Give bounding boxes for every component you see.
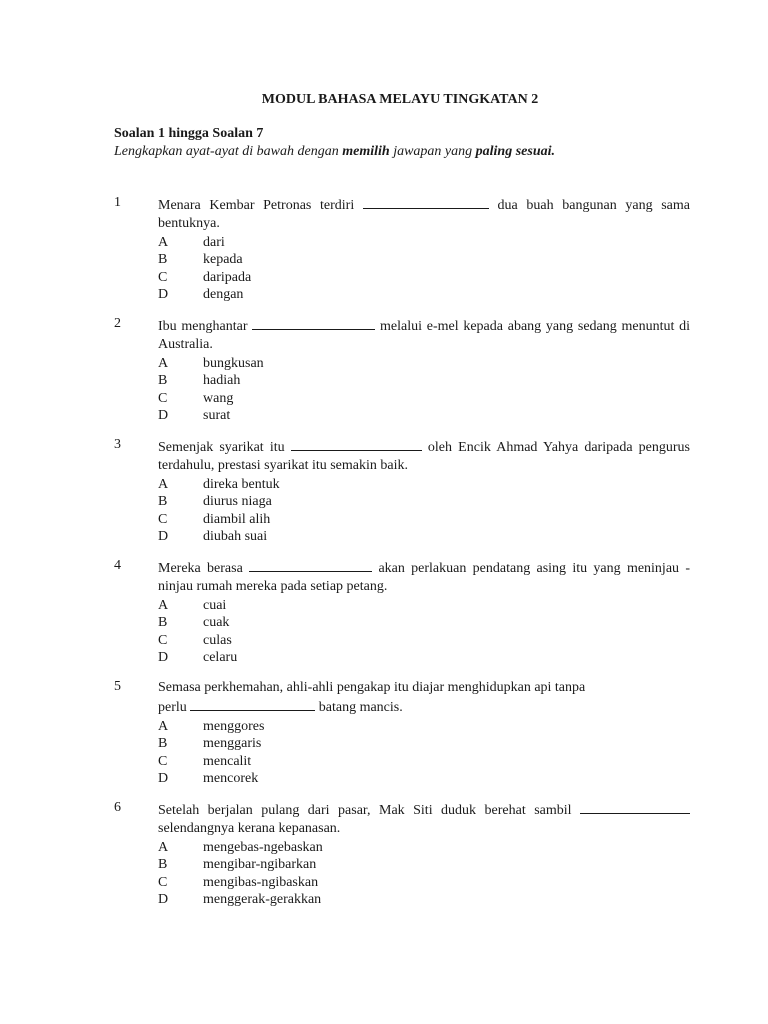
answer-blank <box>190 697 315 711</box>
question-text-after: akan perlakuan pendatang asing itu yang meninjau - ninjau rumah mereka pada setiap petang. <box>158 561 691 594</box>
question-text-after: oleh Encik Ahmad Yahya daripada pengurus terdahulu, prestasi syarikat itu semakin baik. <box>158 440 691 473</box>
option-letter: A <box>158 235 169 250</box>
option-text: diubah suai <box>203 528 268 544</box>
answer-blank <box>252 316 375 330</box>
option-d <box>158 528 690 545</box>
question-5 <box>114 679 690 787</box>
question-6 <box>114 800 690 908</box>
option-text: dari <box>203 235 225 250</box>
option-text: direka bentuk <box>203 477 280 492</box>
option-a <box>158 355 690 372</box>
option-letter: C <box>158 269 168 285</box>
answer-options <box>158 839 690 908</box>
answer-blank <box>363 195 489 209</box>
option-text: celaru <box>203 649 238 665</box>
option-letter: C <box>158 874 168 890</box>
answer-options <box>158 597 690 666</box>
question-text-after: dua buah bangunan yang sama bentuknya. <box>158 198 690 231</box>
option-text: culas <box>203 632 232 648</box>
question-text-after: batang mancis. <box>318 700 403 715</box>
option-letter: D <box>158 528 169 544</box>
question-text-line2 <box>158 697 690 717</box>
option-text: menggores <box>203 719 265 734</box>
option-text: daripada <box>203 269 252 285</box>
option-letter: A <box>158 356 169 371</box>
question-text-before: Semenjak syarikat itu <box>158 440 285 455</box>
option-b <box>158 372 690 389</box>
option-letter: B <box>158 494 168 510</box>
option-text: mencalit <box>203 753 252 769</box>
option-d <box>158 770 690 787</box>
question-text-before: Ibu menghantar <box>158 319 248 334</box>
option-text: wang <box>203 390 234 406</box>
question-3 <box>114 437 690 545</box>
question-number: 5 <box>114 679 121 694</box>
question-text <box>158 558 690 596</box>
option-letter: B <box>158 736 168 752</box>
option-a <box>158 718 690 735</box>
option-text: cuak <box>203 615 230 631</box>
option-letter: A <box>158 477 169 492</box>
option-c <box>158 390 690 407</box>
option-letter: B <box>158 857 168 873</box>
option-c <box>158 874 690 891</box>
option-text: dengan <box>203 286 244 302</box>
answer-blank <box>249 558 372 572</box>
question-text <box>158 679 690 717</box>
option-a <box>158 839 690 856</box>
question-text-after: selendangnya kerana kepanasan. <box>158 821 341 836</box>
question-text-line1: Semasa perkhemahan, ahli-ahli pengakap itu diajar menghidupkan api tanpa <box>158 680 586 695</box>
question-text-before: Mereka berasa <box>158 561 243 576</box>
option-b <box>158 614 690 631</box>
question-number: 6 <box>114 800 121 815</box>
option-letter: C <box>158 753 168 769</box>
question-text <box>158 800 690 838</box>
instruction-part1: Lengkapkan ayat-ayat di bawah dengan <box>114 144 343 159</box>
option-text: bungkusan <box>203 356 264 371</box>
option-letter: D <box>158 770 169 786</box>
option-b <box>158 493 690 510</box>
option-b <box>158 251 690 268</box>
question-number: 4 <box>114 558 121 573</box>
option-text: mencorek <box>203 770 259 786</box>
instruction-bold1: memilih <box>342 144 390 159</box>
option-letter: D <box>158 286 169 302</box>
question-4 <box>114 558 690 666</box>
option-letter: A <box>158 598 169 613</box>
section-heading: Soalan 1 hingga Soalan 7 <box>114 126 264 141</box>
option-letter: B <box>158 373 168 389</box>
option-c <box>158 511 690 528</box>
option-text: surat <box>203 407 231 423</box>
option-letter: D <box>158 407 169 423</box>
option-a <box>158 234 690 251</box>
option-letter: C <box>158 632 168 648</box>
document-title: MODUL BAHASA MELAYU TINGKATAN 2 <box>261 92 539 107</box>
answer-options <box>158 234 690 303</box>
question-text-after: melalui e-mel kepada abang yang sedang menuntut di Australia. <box>158 319 691 352</box>
option-text: menggaris <box>203 736 262 752</box>
answer-blank <box>291 437 422 451</box>
option-letter: B <box>158 615 168 631</box>
option-d <box>158 286 690 303</box>
option-c <box>158 753 690 770</box>
option-a <box>158 476 690 493</box>
question-text-before: Menara Kembar Petronas terdiri <box>158 198 355 213</box>
option-letter: A <box>158 840 169 855</box>
question-text-before: Setelah berjalan pulang dari pasar, Mak Siti duduk berehat sambil <box>158 803 572 818</box>
option-text: diambil alih <box>203 511 271 527</box>
answer-options <box>158 476 690 545</box>
option-text: kepada <box>203 252 243 268</box>
instruction-part2: jawapan yang <box>389 144 476 159</box>
question-text <box>158 316 690 354</box>
option-text: diurus niaga <box>203 494 272 510</box>
answer-options <box>158 718 690 787</box>
option-b <box>158 735 690 752</box>
option-text: menggerak-gerakkan <box>203 891 322 907</box>
option-text: cuai <box>203 598 227 613</box>
question-number: 1 <box>114 195 121 210</box>
question-number: 2 <box>114 316 121 331</box>
option-text: mengibas-ngibaskan <box>203 874 319 890</box>
option-c <box>158 632 690 649</box>
option-text: mengibar-ngibarkan <box>203 857 317 873</box>
option-d <box>158 407 690 424</box>
instruction-text <box>114 144 555 160</box>
answer-options <box>158 355 690 424</box>
question-number: 3 <box>114 437 121 452</box>
option-c <box>158 269 690 286</box>
option-a <box>158 597 690 614</box>
answer-blank <box>580 800 690 814</box>
option-letter: C <box>158 511 168 527</box>
option-text: mengebas-ngebaskan <box>203 840 323 855</box>
option-letter: C <box>158 390 168 406</box>
option-letter: B <box>158 252 168 268</box>
option-letter: D <box>158 891 169 907</box>
question-2 <box>114 316 690 424</box>
instruction-bold2: paling sesuai. <box>475 144 556 159</box>
question-text <box>158 195 690 233</box>
question-text <box>158 437 690 475</box>
option-letter: D <box>158 649 169 665</box>
option-letter: A <box>158 719 169 734</box>
question-1 <box>114 195 690 303</box>
option-b <box>158 856 690 873</box>
question-text-before: perlu <box>158 700 187 715</box>
option-d <box>158 891 690 908</box>
option-d <box>158 649 690 666</box>
option-text: hadiah <box>203 373 241 389</box>
